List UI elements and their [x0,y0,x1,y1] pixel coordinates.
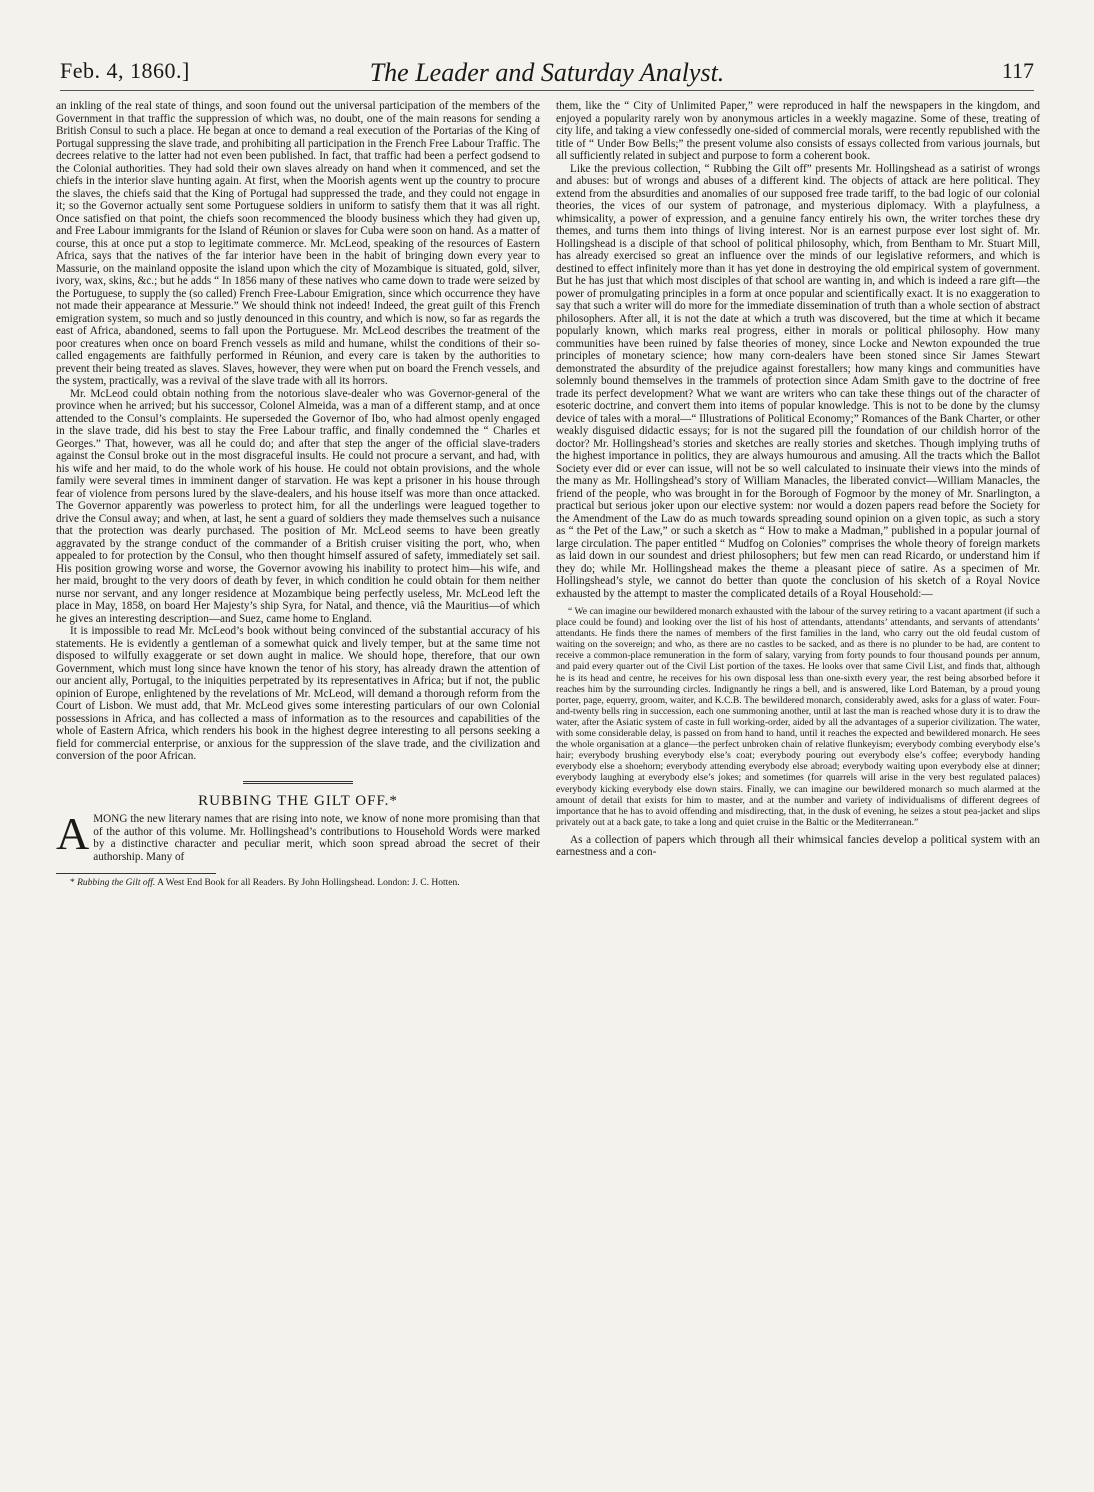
article-title: RUBBING THE GILT OFF.* [198,792,398,809]
quote-text: “ We can imagine our bewildered monarch exhausted with the labour of the survey retiring to a vacant apartment (if such a place could be found) and looking over the list of his host of attendants, attendants’ attendants, and servants of attendants’ attendants. He finds there the names of members of the first families in the land, who carry out the old feudal custom of waiting on the sovereign; and who, as there are no castles to be sacked, and as there is no plunder to be had, are content to receive a common-place remuneration in the form of salary, varying from forty pounds to four thousand pounds per annum, and paid every quarter out of the Civil List portion of the taxes. He looks over that same Civil List, and finds that, although he is its head and centre, he receives for his own disposal less than one-sixth every year, the rest being absorbed before it reaches him by the surrounding circles. Indignantly he rings a bell, and is answered, like Lord Bateman, by a proud young porter, page, equerry, groom, waiter, and K.C.B. The bewildered monarch, considerably awed, asks for a glass of water. Four-and-twenty bells ring in succession, each one summoning another, until at last the man is reached whose duty it is to draw the water, after the Asiatic system of caste in full working-order, aided by all the advantages of a superior civilization. The water, with some considerable delay, is passed on from hand to hand, until it reaches the expected and bewildered monarch. He sees the whole organisation at a glance—the perfect unbroken chain of relative flunkeyism; everybody combing everybody else’s hair; everybody brushing everybody else’s coat; everybody pouring out everybody else’s coffee; everybody handing everybody else a shoehorn; everybody attending everybody else abroad; everybody waiting upon everybody else at dinner; everybody laughing at everybody else’s jokes; and sometimes (for quarrels will arise in the very best regulated palaces) everybody kicking everybody else down stairs. Finally, we can imagine our bewildered monarch so much alarmed at the amount of detail that exists for him to master, and at the number and variety of individualisms of different degrees of importance that he has to avoid offending and misdirecting, that, in the dusk of evening, he seizes a stout pea-jacket and slips privately out at a back gate, to take a long and quiet cruise in the Baltic or the Mediterranean.” [556,606,1040,828]
footnote [56,878,540,889]
opening-text: MONG the new literary names that are rising into note, we know of none more promising than that of the author of this volume. Mr. Hollingshead’s contributions to Household Words were marked by a distinctive character and peculiar merit, which soon spread abroad the secret of their authorship. Many of [93,813,540,863]
article-paragraph: It is impossible to read Mr. McLeod’s book without being convinced of the substantial accuracy of his statements. He is evidently a gentleman of a somewhat quick and lively temper, but at the same time not disposed to wilfully exaggerate or set down aught in malice. We should hope, therefore, that our own Government, which must long since have known the tenor of his story, has already drawn the attention of our ancient ally, Portugal, to the iniquities perpetrated by its representatives in Africa; but if not, the public opinion of Europe, enlightened by the revelations of Mr. McLeod, will demand a thorough reform from the Court of Lisbon. We must add, that Mr. McLeod gives some interesting particulars of our own Colonial possessions in Africa, and has collected a mass of information as to the resources and capabilities of the whole of Eastern Africa, which renders his book in the highest degree interesting to all persons seeking a field for commercial enterprise, or anxious for the suppression of the slave trade, and the civilization and conversion of the poor African. [56,625,540,762]
closing-paragraph: As a collection of papers which through all their whimsical fancies develop a political system with an earnestness and a con- [556,833,1040,859]
right-column [556,100,1040,1485]
article-paragraph: them, like the “ City of Unlimited Paper,” were reproduced in half the newspapers in the kingdom, and enjoyed a popularity rarely won by anonymous articles in a weekly magazine. Some of these, treating of city life, and taking a view confessedly one-sided of commercial morals, were recently republished with the title of “ Under Bow Bells;” the present volume also consists of essays collected from various journals, but all sufficiently related in subject and purpose to form a coherent book. [556,100,1040,162]
article-paragraph: Mr. McLeod could obtain nothing from the notorious slave-dealer who was Governor-general of the province when he arrived; but his successor, Colonel Almeida, was a man of a different stamp, and at once attended to the Consul’s complaints. He superseded the Governor of Ibo, who had almost openly engaged in the slave trade, did his best to stay the Free Labour traffic, and finally condemned the “ Charles et Georges.” That, however, was all he could do; and after that step the anger of the official slave-traders against the Consul broke out in the most disgraceful insults. He could not procure a servant, and had, with his wife and her maid, to do the whole work of his house. He could not obtain provisions, and the whole family were several times in imminent danger of starvation. He was kept a prisoner in his house through fear of violence from persons lured by the slave-dealers, and his house itself was more than once attacked. The Governor apparently was powerless to protect him, for all the underlings were leagued together to drive the Consul away; and when, at last, he sent a guard of soldiers they made themselves such a nuisance that the protection was dearly purchased. The position of Mr. McLeod seems to have been greatly aggravated by the strange conduct of the commander of a British cruiser visiting the port, who, when appealed to for protection by the Consul, who then thought himself assured of safety, immediately set sail. His position growing worse and worse, the Governor avowing his inability to protect him—his wife, and her maid, brought to the very doors of death by fever, in which condition he could obtain for them neither nurse nor servant, and any longer residence at Mozambique being perfectly useless, Mr. McLeod left the place in May, 1858, on board Her Majesty’s ship Syra, for Natal, and thence, viâ the Mauritius—of which he gives an interesting description—and Suez, came home to England. [56,387,540,625]
footnote-text: A West End Book for all Readers. By John Hollingshead. London: J. C. Hotten. [157,878,460,888]
header-rule [60,90,1034,91]
footnote-rule [56,873,216,874]
issue-date: Feb. 4, 1860.] [60,58,190,83]
article-opening-paragraph [56,808,540,863]
block-quote [556,606,1040,828]
page-header [60,58,1034,98]
drop-cap: A [56,808,90,859]
footnote-book-title: Rubbing the Gilt off. [77,878,156,888]
left-column [56,100,540,1485]
page-number: 117 [1001,58,1034,83]
publication-title: The Leader and Saturday Analyst. [369,58,725,87]
article-paragraph: Like the previous collection, “ Rubbing the Gilt off” presents Mr. Hollingshead as a satirist of wrongs and abuses: but of wrongs and abuses of a different kind. The objects of attack are here political. They extend from the absurdities and anomalies of our supposed free trade tariff, to the bad logic of our colonial theories, the vices of our system of patronage, and mysterious diplomacy. With a playfulness, a whimsicality, a power of expression, and a genuine fancy entirely his own, the writer torches these dry themes, and turns them into things of living interest. Nor is an earnest purpose ever lost sight of. Mr. Hollingshead is a disciple of that school of political philosophy, which, from Bentham to Mr. Stuart Mill, has already exercised so great an influence over the minds of our legislative reformers, and which is destined to effect infinitely more than it has yet done in destroying the old empirical system of government. But he has just that which most disciples of that school are wanting in, and which is indeed a rare gift—the power of promulgating principles in a form at once popular and scientifically exact. It is no exaggeration to say that such a writer will do more for the immediate dissemination of truth than a whole section of abstract philosophers. After all, it is not the date at which a truth was discovered, but the time at which it became popularly known, which marks real progress, either in morals or political philosophy. How many communities have been ruined by false theories of money, since Locke and Newton expounded the true principles of monetary science; how many corn-dealers have been stoned since Sir James Stewart demonstrated the absurdity of the prejudice against forestallers; how many kings and communities have solemnly bound themselves in the trammels of protection since Adam Smith gave to the doctrine of free trade its perfect development? What we want are writers who can take these things out of the character of esoteric doctrine, and convert them into items of popular knowledge. This is not to be done by the clumsy device of tales with a moral—“ Illustrations of Political Economy;” Romances of the Bank Charter, or other weakly disguised didactic essays; for is not the sugared pill the foundation of our childish horror of the doctor? Mr. Hollingshead’s stories and sketches are really stories and sketches. Though implying truths of the highest importance in politics, they are always humourous and amusing. All the tracts which the Ballot Society ever did or ever can issue, will not be so well calculated to insinuate their views into the minds of the many as Mr. Hollingshead’s story of William Manacles, the liberated convict—William Manacles, the friend of the people, who was brought in for the Borough of Fogmoor by the money of Mr. Snarlington, a practical but serious joker upon our elective system: nor would a dozen papers read before the Society for the Amendment of the Law do as much towards spreading sound opinion on a given topic, as such a story as “ the Pet of the Law,” or such a sketch as “ How to make a Madman,” published in a popular journal of large circulation. The paper entitled “ Mudfog on Colonies” comprises the whole theory of foreign markets as laid down in our soundest and driest philosophers; but few men can read Ricardo, or understand him if they do; while Mr. Hollingshead makes the theme a pleasant piece of satire. As a specimen of Mr. Hollingshead’s style, we cannot do better than quote the conclusion of his sketch of a Royal Novice exhausted by the attempt to master the complicated details of a Royal Household:— [556,162,1040,600]
section-divider [243,781,353,787]
footnote-marker: * [70,878,75,888]
article-paragraph: an inkling of the real state of things, and soon found out the universal participation of the members of the Government in that traffic the suppression of which was, no doubt, one of the main reasons for sending a British Consul to such a place. He began at once to demand a real execution of the Portarias of the King of Portugal suppressing the slave trade, and prohibiting all participation in the French Free Labour Traffic. The decrees relative to the latter had not even been published. In fact, that traffic had been a perfect godsend to the Colonial authorities. They had sold their own slaves already on hand when it commenced, and set the chiefs in the interior slave hunting again. At first, when the Moorish agents went up the country to procure the slaves, the chiefs said that the King of Portugal had suppressed the trade, and they could not engage in it; so the Governor actually sent some Portuguese soldiers in uniform to satisfy them that it was all right. Once satisfied on that point, the chiefs soon recommenced the bloody business which they had given up, and Free Labour immigrants for the Island of Réunion or slaves for Cuba were soon on hand. As a matter of course, this at once put a stop to legitimate commerce. Mr. McLeod, speaking of the resources of Eastern Africa, says that the natives of the far interior have been in the habit of bringing down every year to Massurie, on the mainland opposite the island upon which the city of Mozambique is situated, gold, silver, ivory, wax, skins, &c.; but he adds “ In 1856 many of these natives who came down to trade were seized by the Portuguese, to supply the (so called) French Free-Labour Emigration, since which occurrence they have not made their appearance at Messurie.” We should think not indeed! Indeed, the great guilt of this French emigration system, so much and so justly denounced in this country, and which is now, so far as regards the east of Africa, abandoned, seems to fall upon the Portuguese. Mr. McLeod describes the treatment of the poor creatures when once on board French vessels as mild and humane, whilst the conditions of their so-called engagements are faithfully performed in Réunion, and every care is taken by the authorities to prevent their being treated as slaves. Slaves, however, they were when put on board the French vessels, and the system, practically, was a revival of the slave trade with all its horrors. [56,100,540,387]
